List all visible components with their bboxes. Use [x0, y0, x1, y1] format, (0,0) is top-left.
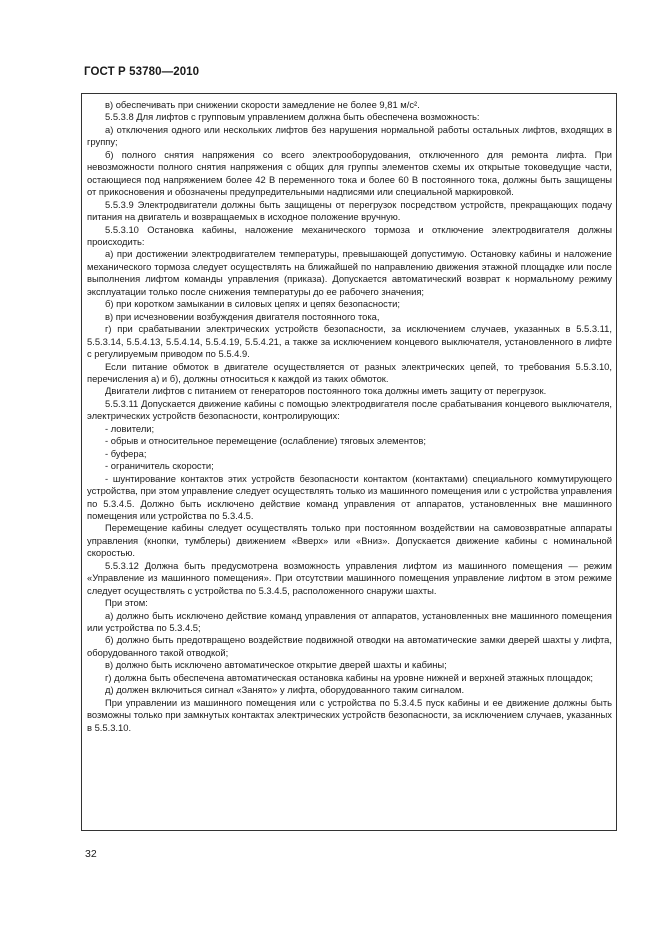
- paragraph: Перемещение кабины следует осуществлять только при постоянном воздействии на самовозвратные аппараты управления (кнопки, тумблеры) движением «Вверх» или «Вниз». Допускается движение кабины с номинальной скоростью.: [87, 522, 612, 559]
- paragraph: 5.5.3.8 Для лифтов с групповым управлением должна быть обеспечена возможность:: [105, 111, 480, 123]
- paragraph: 5.5.3.10 Остановка кабины, наложение механического тормоза и отключение электродвигателя должны происходить:: [87, 223, 612, 247]
- list-item: - ограничитель скорости;: [105, 460, 214, 472]
- list-item: - шунтирование контактов этих устройств безопасности контактом (контактами) специального коммутирующего устройства, при этом управление следует осуществлять только из машинного помещения или с устройства управления по 5.3.4.5. Должно быть исключено действие команд управления от аппаратов, установленных вне машинного помещения или устройства по 5.3.4.5.: [87, 472, 612, 521]
- paragraph: д) должен включиться сигнал «Занято» у лифта, оборудованного таким сигналом.: [105, 684, 465, 696]
- paragraph: При этом:: [105, 597, 148, 609]
- paragraph: в) должно быть исключено автоматическое открытие дверей шахты и кабины;: [105, 659, 447, 671]
- paragraph: Если питание обмоток в двигателе осуществляется от разных электрических цепей, то требования 5.5.3.10, перечисления а) и б), должны относиться к каждой из таких обмоток.: [87, 360, 612, 384]
- list-item: - обрыв и относительное перемещение (ослабление) тяговых элементов;: [105, 435, 426, 447]
- paragraph: 5.5.3.9 Электродвигатели должны быть защищены от перегрузок посредством устройств, прекращающих подачу питания на двигатель и возвращаемых в исходное положение вручную.: [87, 198, 612, 223]
- paragraph: а) отключения одного или нескольких лифтов без нарушения нормальной работы остальных лифтов, входящих в группу;: [87, 123, 612, 148]
- paragraph: При управлении из машинного помещения или с устройства по 5.3.4.5 пуск кабины и ее движение должны быть возможны только при замкнутых контактах электрических устройств безопасности, за исключением случаев, указанных в 5.5.3.10.: [87, 696, 612, 733]
- paragraph: в) при исчезновении возбуждения двигателя постоянного тока,: [105, 310, 380, 322]
- list-item: - буфера;: [105, 447, 147, 459]
- paragraph: а) должно быть исключено действие команд управления от аппаратов, установленных вне машинного помещения или устройства по 5.3.4.5;: [87, 609, 612, 634]
- paragraph: б) при коротком замыкании в силовых цепях и цепях безопасности;: [105, 298, 400, 310]
- page-number: 32: [85, 848, 97, 860]
- document-header: ГОСТ Р 53780—2010: [84, 66, 200, 78]
- list-item: - ловители;: [105, 422, 155, 434]
- paragraph: Двигатели лифтов с питанием от генераторов постоянного тока должны иметь защиту от перегрузок.: [105, 385, 547, 397]
- paragraph: г) должна быть обеспечена автоматическая остановка кабины на уровне нижней и верхней этажных площадок;: [105, 671, 594, 683]
- paragraph: а) при достижении электродвигателем температуры, превышающей допустимую. Остановку кабины и наложение механического тормоза следует осуществлять на ближайшей по направлению движения этажной площадке или после выполнения лифтом команды управления (приказа). Допускается автоматический возврат к нормальному режиму эксплуатации только после снижения температуры до ее рабочего значения;: [87, 248, 612, 297]
- paragraph: б) должно быть предотвращено воздействие подвижной отводки на автоматические замки дверей шахты у лифта, оборудованного такой отводкой;: [87, 634, 612, 658]
- paragraph: 5.5.3.11 Допускается движение кабины с помощью электродвигателя после срабатывания концевого выключателя, электрических устройств безопасности, контролирующих:: [87, 397, 612, 422]
- paragraph: в) обеспечивать при снижении скорости замедление не более 9,81 м/с².: [105, 99, 420, 110]
- paragraph: 5.5.3.12 Должна быть предусмотрена возможность управления лифтом из машинного помещения — режим «Управление из машинного помещения». При отсутствии машинного помещения управление лифтом в этом режиме следует осуществлять с устройства по 5.3.4.5, расположенного снаружи шахты.: [87, 559, 612, 596]
- paragraph: б) полного снятия напряжения со всего электрооборудования, отключенного для ремонта лифта. При невозможности полного снятия напряжения с общих для группы элементов схемы их открытые токоведущие части, остающиеся под напряжением более 42 В переменного тока и более 60 В постоянного тока, должны быть защищены от прикосновения и обозначены предупредительными надписями или специальной маркировкой.: [87, 148, 612, 198]
- document-body: [87, 99, 612, 734]
- paragraph: г) при срабатывании электрических устройств безопасности, за исключением случаев, указанных в 5.5.3.11, 5.5.3.14, 5.5.4.13, 5.5.4.14, 5.5.4.19, 5.5.4.21, а также за исключением концевого выключателя, установленного в лифте с регулируемым приводом по 5.5.4.9.: [87, 323, 612, 360]
